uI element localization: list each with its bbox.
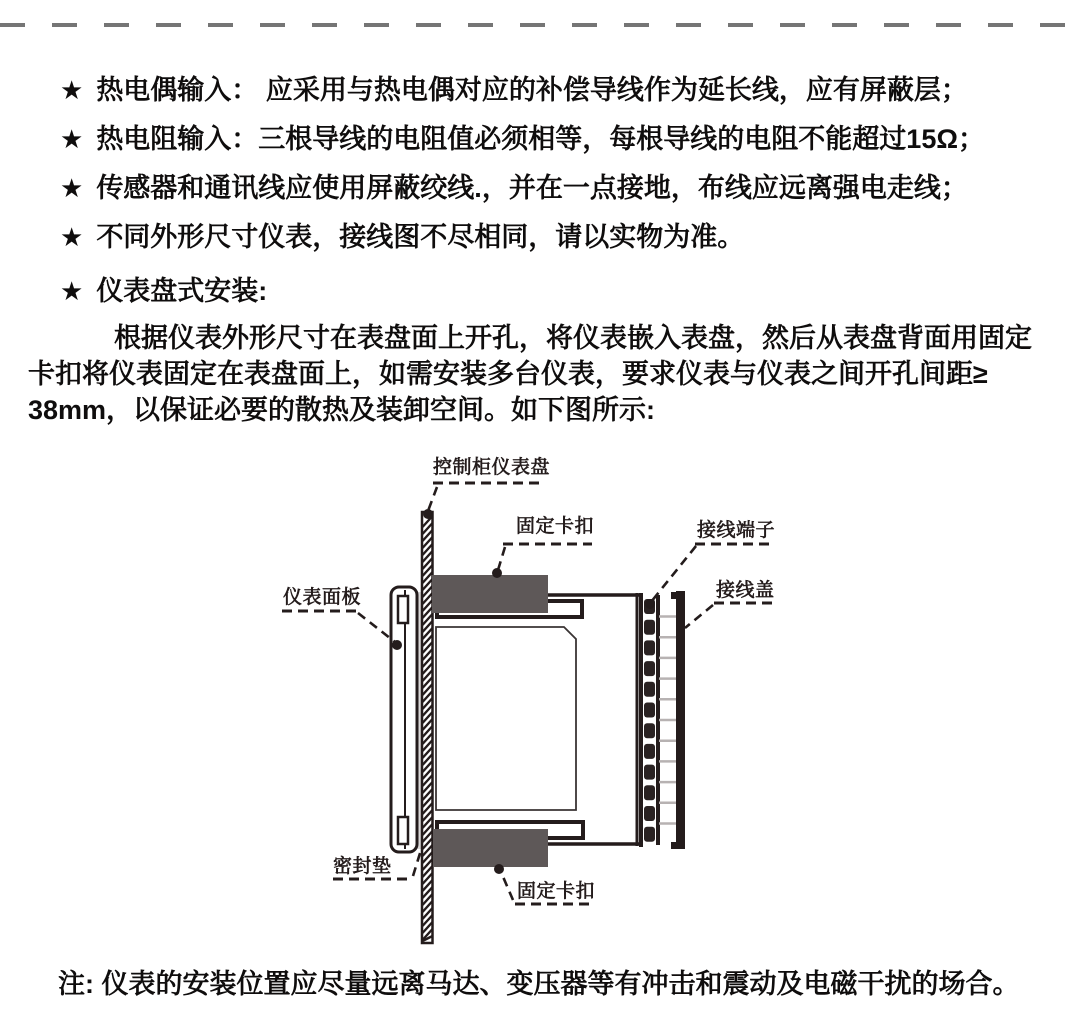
- leader-clip-top: [498, 547, 505, 570]
- leader-panel: [428, 487, 437, 511]
- star-icon: ★: [60, 222, 84, 252]
- bezel-clip-window-bottom: [398, 817, 408, 844]
- star-icon: ★: [60, 173, 84, 203]
- star-icon: ★: [60, 124, 84, 154]
- label-gasket: 密封垫: [333, 856, 392, 877]
- paragraph-line: 38mm，以保证必要的散热及装卸空间。如下图所示:: [28, 395, 656, 425]
- dot-clip-top: [492, 568, 502, 578]
- dot-panel: [423, 509, 433, 519]
- label-cabinet-panel: 控制柜仪表盘: [433, 457, 551, 478]
- label-fixing-clip-top: 固定卡扣: [516, 516, 595, 537]
- dot-clip-bottom: [494, 864, 504, 874]
- fixing-clip-bottom: [433, 829, 548, 867]
- terminal-separators: [659, 617, 677, 824]
- label-terminals: 接线端子: [697, 520, 776, 541]
- leader-gasket: [413, 850, 421, 876]
- installation-note: 注: 仪表的安装位置应尽量远离马达、变压器等有冲击和震动及电磁干扰的场合。: [58, 969, 1020, 999]
- terminal-block: [644, 599, 655, 842]
- label-fixing-clip-bottom: 固定卡扣: [517, 881, 596, 902]
- display-module: [436, 627, 576, 810]
- bullet-text: 仪表盘式安装:: [96, 276, 268, 306]
- dot-terminals: [645, 599, 655, 609]
- label-terminal-cover: 接线盖: [716, 580, 775, 601]
- cover-notch-top: [671, 592, 676, 599]
- cover-notch-bottom: [671, 842, 676, 849]
- bezel-clip-window-top: [398, 596, 408, 623]
- star-icon: ★: [60, 276, 84, 306]
- label-front-panel: 仪表面板: [283, 587, 362, 608]
- bullet-text: 传感器和通讯线应使用屏蔽绞线.，并在一点接地，布线应远离强电走线；: [96, 173, 968, 203]
- fixing-clip-top: [432, 575, 548, 613]
- bullet-text: 热电偶输入： 应采用与热电偶对应的补偿导线作为延长线，应有屏蔽层；: [96, 75, 968, 105]
- leader-cover: [685, 605, 713, 628]
- terminal-cover-bar: [676, 591, 685, 849]
- bullet-text: 热电阻输入：三根导线的电阻值必须相等，每根导线的电阻不能超过15Ω；: [96, 124, 985, 154]
- paragraph-line: 根据仪表外形尺寸在表盘面上开孔，将仪表嵌入表盘，然后从表盘背面用固定: [114, 323, 1032, 353]
- bullet-text: 不同外形尺寸仪表，接线图不尽相同，请以实物为准。: [96, 222, 745, 252]
- paragraph-line: 卡扣将仪表固定在表盘面上，如需安装多台仪表，要求仪表与仪表之间开孔间距≥: [28, 359, 988, 389]
- leader-front-panel: [358, 613, 395, 642]
- star-icon: ★: [60, 75, 84, 105]
- dot-front-panel: [392, 640, 402, 650]
- leader-clip-bottom: [501, 872, 513, 900]
